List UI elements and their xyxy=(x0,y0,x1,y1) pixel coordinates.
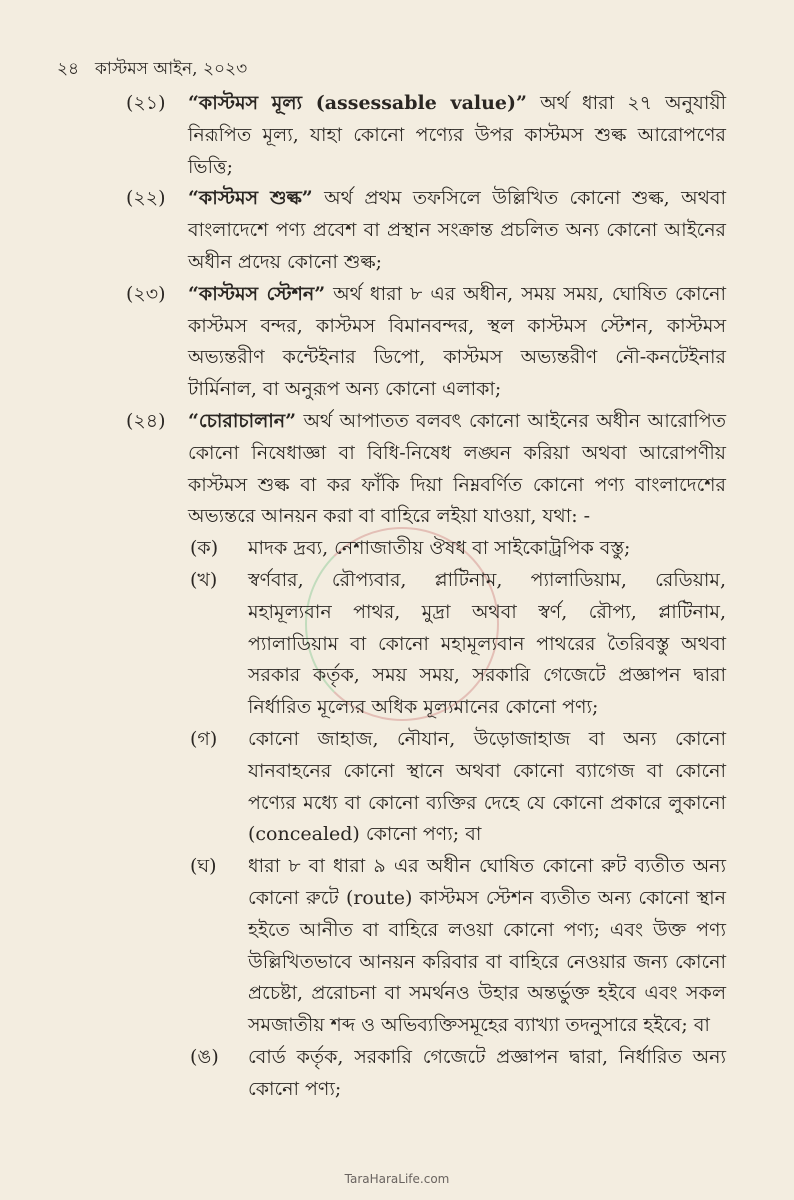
defined-term: “কাস্টমস স্টেশন” xyxy=(188,282,326,305)
subclause-kha xyxy=(190,565,726,724)
subclause-text: স্বর্ণবার, রৌপ্যবার, প্লাটিনাম, প্যালাডিয়াম, রেডিয়াম, মহামূল্যবান পাথর, মুদ্রা অথবা স্বর্ণ, রৌপ্য, প্লাটিনাম, প্যালাডিয়াম বা কোনো মহামূল্যবান পাথরের তৈরিবস্তু অথবা সরকার কর্তৃক, সময় সময়, সরকারি গেজেটে প্রজ্ঞাপন দ্বারা নির্ধারিত মূল্যের অধিক মূল্যমানের কোনো পণ্য; xyxy=(248,568,726,719)
definition-23 xyxy=(126,279,726,406)
clause-number: (২৪) xyxy=(126,409,166,432)
page-header xyxy=(57,56,247,84)
subclause-label: (গ) xyxy=(190,727,218,750)
page-number: ২৪ xyxy=(57,59,80,79)
subclause-label: (ঙ) xyxy=(190,1045,219,1068)
subclause-label: (খ) xyxy=(190,568,218,591)
subclause-text: বোর্ড কর্তৃক, সরকারি গেজেটে প্রজ্ঞাপন দ্বারা, নির্ধারিত অন্য কোনো পণ্য; xyxy=(248,1045,726,1100)
definition-text: অর্থ ধারা ২৭ অনুযায়ী নিরূপিত মূল্য, যাহা কোনো পণ্যের উপর কাস্টমস শুল্ক আরোপণের ভিত্তি; xyxy=(188,92,726,178)
subclause-gha xyxy=(190,851,726,1042)
defined-term: “কাস্টমস শুল্ক” xyxy=(188,187,313,210)
watermark-text: TaraHaraLife.com xyxy=(344,1172,450,1186)
definition-24 xyxy=(126,406,726,533)
definitions-section xyxy=(126,88,726,1106)
clause-number: (২২) xyxy=(126,187,166,210)
clause-number: (২১) xyxy=(126,92,166,114)
subclause-text: মাদক দ্রব্য, নেশাজাতীয় ঔষধ বা সাইকোট্রপিক বস্তু; xyxy=(248,537,631,560)
running-title: কাস্টমস আইন, ২০২৩ xyxy=(95,59,248,79)
subclause-text: ধারা ৮ বা ধারা ৯ এর অধীন ঘোষিত কোনো রুট ব্যতীত অন্য কোনো রুটে (route) কাস্টমস স্টেশন ব্যতীত অন্য কোনো স্থান হইতে আনীত বা বাহিরে লওয়া কোনো পণ্য; এবং উক্ত পণ্য উল্লিখিতভাবে আনয়ন করিবার বা বাহিরে নেওয়ার জন্য কোনো প্রচেষ্টা, প্ররোচনা বা সমর্থনও উহার অন্তর্ভুক্ত হইবে এবং সকল সমজাতীয় শব্দ ও অভিব্যক্তিসমূহের ব্যাখ্যা তদনুসারে হইবে; বা xyxy=(248,855,726,1037)
definition-22 xyxy=(126,183,726,278)
subclause-text: কোনো জাহাজ, নৌযান, উড়োজাহাজ বা অন্য কোনো যানবাহনের কোনো স্থানে অথবা কোনো ব্যাগেজ বা কোনো পণ্যের মধ্যে বা কোনো ব্যক্তির দেহে যে কোনো প্রকারে লুকানো (concealed) কোনো পণ্য; বা xyxy=(248,727,726,846)
defined-term: “চোরাচালান” xyxy=(188,409,297,432)
definition-text: অর্থ আপাতত বলবৎ কোনো আইনের অধীন আরোপিত কোনো নিষেধাজ্ঞা বা বিধি-নিষেধ লঙ্ঘন করিয়া অথবা আরোপণীয় কাস্টমস শুল্ক বা কর ফাঁকি দিয়া নিম্নবর্ণিত কোনো পণ্য বাংলাদেশের অভ্যন্তরে আনয়ন করা বা বাহিরে লইয়া যাওয়া, যথা: - xyxy=(188,409,726,528)
definition-text: অর্থ প্রথম তফসিলে উল্লিখিত কোনো শুল্ক, অথবা বাংলাদেশে পণ্য প্রবেশ বা প্রস্থান সংক্রান্ত প্রচলিত অন্য কোনো আইনের অধীন প্রদেয় কোনো শুল্ক; xyxy=(188,187,726,273)
subclause-label: (ঘ) xyxy=(190,855,217,878)
definition-21 xyxy=(126,88,726,183)
subclause-ka xyxy=(190,533,726,565)
definition-text: অর্থ ধারা ৮ এর অধীন, সময় সময়, ঘোষিত কোনো কাস্টমস বন্দর, কাস্টমস বিমানবন্দর, স্থল কাস্টমস স্টেশন, কাস্টমস অভ্যন্তরীণ কন্টেইনার ডিপো, কাস্টমস অভ্যন্তরীণ নৌ-কনটেইনার টার্মিনাল, বা অনুরূপ অন্য কোনো এলাকা; xyxy=(188,282,726,401)
clause-number: (২৩) xyxy=(126,282,166,305)
subclause-ga xyxy=(190,724,726,851)
subclause-label: (ক) xyxy=(190,537,219,560)
defined-term: “কাস্টমস মূল্য (assessable value)” xyxy=(188,92,527,114)
subclause-umo xyxy=(190,1042,726,1106)
